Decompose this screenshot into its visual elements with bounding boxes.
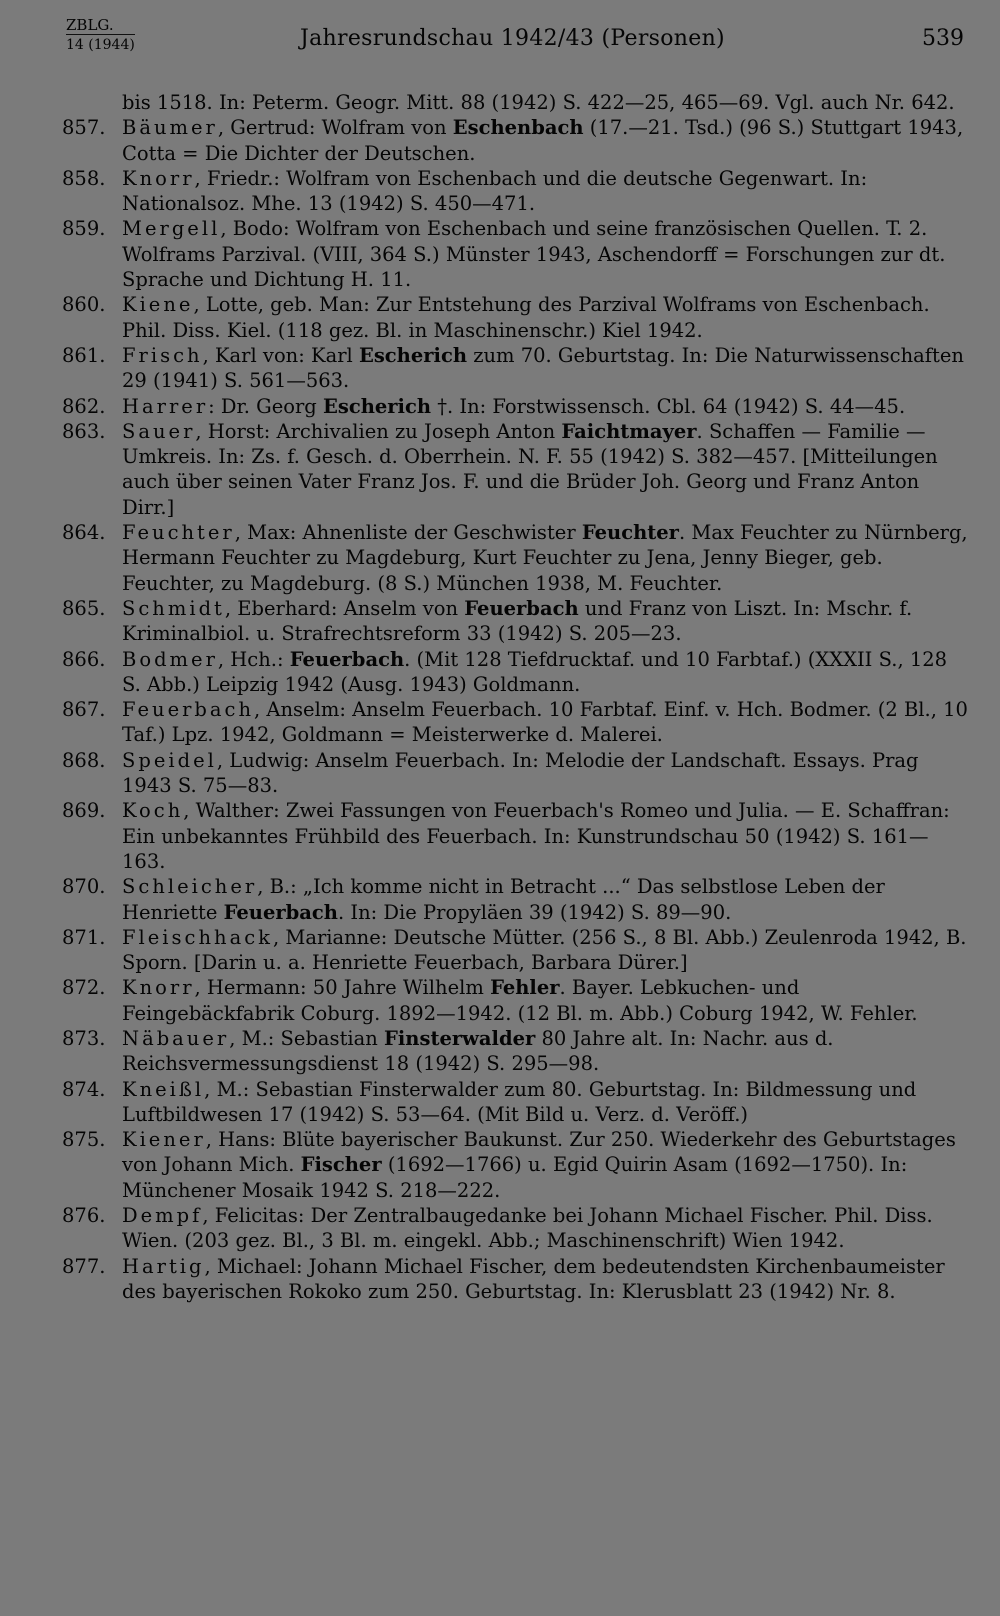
- entry-author: Harrer: [122, 394, 209, 418]
- bibliography-entry: [62, 1026, 968, 1077]
- page-header: [0, 0, 1000, 70]
- bibliography-entry: [62, 647, 968, 698]
- bibliography-entry: [62, 115, 968, 166]
- entry-text-continued: zum 70. Geburtstag. In: Die Naturwissenschaften 29 (1941) S. 561—563.: [122, 343, 964, 393]
- entry-number: 859.: [62, 217, 106, 241]
- entry-text: , Walther: Zwei Fassungen von Feuerbach's Romeo und Julia. — E. Schaffran: Ein unbekanntes Frühbild des Feuerbach. In: Kunstrundschau 50 (1942) S. 161—163.: [122, 799, 950, 873]
- entry-number: 873.: [62, 1026, 106, 1050]
- entry-number: 871.: [62, 925, 106, 949]
- entry-number: 869.: [62, 799, 106, 823]
- running-title: Jahresrundschau 1942/43 (Personen): [300, 26, 725, 51]
- entry-text-continued: . (Mit 128 Tiefdrucktaf. und 10 Farbtaf.) (XXXII S., 128 S. Abb.) Leipzig 1942 (Ausg. 1943) Goldmann.: [122, 647, 948, 696]
- entry-text: , Gertrud: Wolfram von: [217, 116, 453, 140]
- entry-keyword: Fehler: [490, 976, 560, 1000]
- entry-number: 861.: [62, 343, 106, 367]
- entry-author: Bäumer: [122, 116, 218, 140]
- entry-author: Kneißl: [122, 1077, 205, 1101]
- entry-keyword: Feuchter: [581, 521, 679, 545]
- entry-text: , M.: Sebastian Finsterwalder zum 80. Geburtstag. In: Bildmessung und Luftbildwesen 17 (1942) S. 53—64. (Mit Bild u. Verz. d. Veröff.): [122, 1077, 917, 1126]
- entry-number: 858.: [62, 166, 106, 190]
- entry-text: , M.: Sebastian: [229, 1026, 385, 1050]
- entry-text-continued: . Bayer. Lebkuchen- und Feingebäckfabrik Coburg. 1892—1942. (12 Bl. m. Abb.) Coburg 1942, W. Fehler.: [122, 976, 918, 1025]
- entry-text-continued: . In: Die Propyläen 39 (1942) S. 89—90.: [338, 900, 732, 924]
- entry-keyword: Finsterwalder: [384, 1026, 536, 1050]
- entry-text: , Marianne: Deutsche Mütter. (256 S., 8 Bl. Abb.) Zeulenroda 1942, B. Sporn. [Darin u. a. Henriette Feuerbach, Barbara Dürer.]: [122, 925, 967, 975]
- bibliography-entry: [62, 975, 968, 1026]
- entry-text: , Lotte, geb. Man: Zur Entstehung des Parzival Wolframs von Eschenbach. Phil. Diss. Kiel. (118 gez. Bl. in Maschinenschr.) Kiel 1942.: [122, 293, 930, 342]
- entry-author: Mergell: [122, 217, 221, 241]
- bibliography-entry: [62, 90, 968, 115]
- entry-number: 875.: [62, 1128, 106, 1152]
- bibliography-entry: [62, 1254, 968, 1305]
- journal-name: ZBLG.: [66, 16, 114, 34]
- entry-author: Frisch: [122, 343, 203, 367]
- entry-author: Feuchter: [122, 521, 235, 545]
- entry-text: , Horst: Archivalien zu Joseph Anton: [195, 419, 562, 443]
- bibliography-entry: [62, 292, 968, 343]
- entry-author: Knorr: [122, 976, 195, 1000]
- entry-text-continued: †. In: Forstwissensch. Cbl. 64 (1942) S. 44—45.: [431, 394, 906, 418]
- entry-number: 862.: [62, 394, 106, 418]
- entry-text: , Karl von: Karl: [202, 343, 359, 367]
- bibliography-entry: [62, 874, 968, 925]
- entry-number: 867.: [62, 698, 106, 722]
- entry-author: Feuerbach: [122, 698, 255, 722]
- bibliography-list: [62, 90, 968, 1304]
- bibliography-entry: [62, 520, 968, 596]
- entry-author: Näbauer: [122, 1026, 230, 1050]
- entry-text: , Hch.:: [217, 647, 290, 671]
- entry-number: 865.: [62, 596, 106, 620]
- entry-keyword: Feuerbach: [223, 900, 338, 924]
- entry-text: , B.: „Ich komme nicht in Betracht ...“ Das selbstlose Leben der Henriette: [122, 875, 885, 924]
- entry-author: Koch: [122, 799, 184, 823]
- entry-author: Speidel: [122, 748, 217, 772]
- bibliography-entry: [62, 343, 968, 394]
- entry-number: 860.: [62, 293, 106, 317]
- entry-number: 870.: [62, 875, 106, 899]
- bibliography-entry: [62, 925, 968, 976]
- bibliography-entry: [62, 166, 968, 217]
- entry-author: Schmidt: [122, 596, 225, 620]
- entry-text: : Dr. Georg: [208, 394, 323, 418]
- bibliography-entry: [62, 697, 968, 748]
- entry-text: , Hans: Blüte bayerischer Baukunst. Zur 250. Wiederkehr des Geburtstages von Johann Mich.: [122, 1128, 956, 1177]
- entry-text: , Michael: Johann Michael Fischer, dem bedeutendsten Kirchenbaumeister des bayerischen Rokoko zum 250. Geburtstag. In: Klerusblatt 23 (1942) Nr. 8.: [122, 1254, 945, 1303]
- journal-abbreviation: [66, 16, 135, 54]
- entry-text-continued: 80 Jahre alt. In: Nachr. aus d. Reichsvermessungsdienst 18 (1942) S. 295—98.: [122, 1026, 834, 1076]
- entry-number: 877.: [62, 1254, 106, 1278]
- entry-text-continued: und Franz von Liszt. In: Mschr. f. Kriminalbiol. u. Strafrechtsreform 33 (1942) S. 205—23.: [122, 596, 913, 646]
- bibliography-entry: [62, 748, 968, 799]
- entry-text: , Ludwig: Anselm Feuerbach. In: Melodie der Landschaft. Essays. Prag 1943 S. 75—83.: [122, 748, 919, 798]
- entry-number: 868.: [62, 748, 106, 772]
- entry-author: Hartig: [122, 1254, 205, 1278]
- entry-author: Bodmer: [122, 647, 218, 671]
- entry-text: , Friedr.: Wolfram von Eschenbach und die deutsche Gegenwart. In: Nationalsoz. Mhe. 13 (1942) S. 450—471.: [122, 166, 868, 216]
- entry-author: Schleicher: [122, 875, 258, 899]
- page-number: 539: [922, 26, 964, 51]
- bibliography-entry: [62, 1077, 968, 1128]
- entry-text: , Felicitas: Der Zentralbaugedanke bei Johann Michael Fischer. Phil. Diss. Wien. (203 gez. Bl., 3 Bl. m. eingekl. Abb.; Maschinenschrift) Wien 1942.: [122, 1204, 933, 1253]
- entry-text-continued: . Max Feuchter zu Nürnberg, Hermann Feuchter zu Magdeburg, Kurt Feuchter zu Jena, Jenny Bieger, geb. Feuchter, zu Magdeburg. (8 S.) München 1938, M. Feuchter.: [122, 521, 968, 595]
- entry-text-continued: bis 1518. In: Peterm. Geogr. Mitt. 88 (1942) S. 422—25, 465—69. Vgl. auch Nr. 642.: [122, 91, 955, 114]
- entry-text: , Eberhard: Anselm von: [224, 596, 465, 620]
- entry-author: Knorr: [122, 166, 195, 190]
- entry-keyword: Feuerbach: [464, 596, 579, 620]
- entry-author: Sauer: [122, 419, 196, 443]
- entry-keyword: Faichtmayer: [561, 419, 697, 443]
- bibliography-entry: [62, 216, 968, 292]
- entry-number: 857.: [62, 116, 106, 140]
- entry-number: 864.: [62, 521, 106, 545]
- entry-author: Kiene: [122, 293, 194, 317]
- entry-text: , Anselm: Anselm Feuerbach. 10 Farbtaf. Einf. v. Hch. Bodmer. (2 Bl., 10 Taf.) Lpz. 1942, Goldmann = Meisterwerke d. Malerei.: [122, 698, 968, 747]
- entry-author: Fleischhack: [122, 925, 273, 949]
- entry-number: 863.: [62, 419, 106, 443]
- bibliography-entry: [62, 1203, 968, 1254]
- entry-author: Kiener: [122, 1128, 206, 1152]
- journal-volume: 14 (1944): [66, 34, 135, 54]
- entry-keyword: Eschenbach: [452, 116, 584, 140]
- entry-text-continued: . Schaffen — Familie — Umkreis. In: Zs. f. Gesch. d. Oberrhein. N. F. 55 (1942) S. 382—457. [Mitteilungen auch über seinen Vater Franz Jos. F. und die Brüder Joh. Georg und Franz Anton Dirr.]: [122, 419, 938, 519]
- entry-keyword: Escherich: [322, 394, 432, 418]
- entry-keyword: Fischer: [300, 1153, 382, 1177]
- entry-number: 872.: [62, 976, 106, 1000]
- bibliography-entry: [62, 1127, 968, 1203]
- entry-text: , Max: Ahnenliste der Geschwister: [234, 521, 582, 545]
- entry-number: 866.: [62, 647, 106, 671]
- bibliography-entry: [62, 596, 968, 647]
- entry-author: Dempf: [122, 1204, 203, 1228]
- entry-number: 874.: [62, 1077, 106, 1101]
- bibliography-entry: [62, 419, 968, 520]
- entry-number: 876.: [62, 1204, 106, 1228]
- bibliography-entry: [62, 394, 968, 419]
- entry-keyword: Escherich: [358, 343, 467, 367]
- entry-keyword: Feuerbach: [289, 647, 405, 671]
- bibliography-entry: [62, 798, 968, 874]
- entry-text-continued: (17.—21. Tsd.) (96 S.) Stuttgart 1943, Cotta = Die Dichter der Deutschen.: [122, 116, 964, 165]
- entry-text-continued: (1692—1766) u. Egid Quirin Asam (1692—1750). In: Münchener Mosaik 1942 S. 218—222.: [122, 1153, 908, 1202]
- entry-text: , Bodo: Wolfram von Eschenbach und seine französischen Quellen. T. 2. Wolframs Parzival. (VIII, 364 S.) Münster 1943, Aschendorff = Forschungen zur dt. Sprache und Dichtung H. 11.: [122, 217, 946, 292]
- entry-text: , Hermann: 50 Jahre Wilhelm: [194, 976, 491, 1000]
